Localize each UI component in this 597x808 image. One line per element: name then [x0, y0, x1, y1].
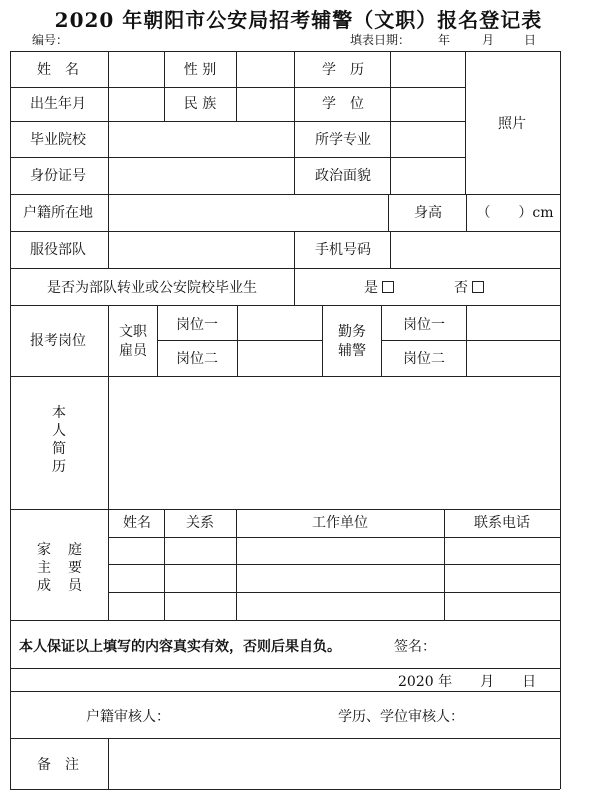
signature-label: 签名：: [394, 639, 436, 655]
transfer-question: 是否为部队转业或公安院校毕业生: [47, 280, 257, 296]
grid-line: [10, 157, 465, 158]
grid-line: [108, 231, 109, 268]
grid-line: [10, 691, 560, 692]
grid-line: [10, 51, 560, 52]
service-post2-label: 岗位二: [403, 351, 445, 367]
id-number-label: 身份证号: [30, 168, 86, 184]
photo-label: 照片: [498, 116, 526, 132]
grid-line: [390, 231, 391, 268]
household-reviewer: 户籍审核人：: [86, 709, 170, 725]
grid-line: [381, 340, 560, 341]
grid-line: [108, 564, 560, 565]
civil-staff-label-2: 雇员: [119, 343, 147, 359]
family-header-phone: 联系电话: [474, 515, 530, 531]
family-header-employer: 工作单位: [312, 515, 368, 531]
service-aux-label-2: 辅警: [338, 343, 366, 359]
grid-line: [390, 51, 391, 194]
grid-line: [322, 305, 323, 376]
height-unit: （ ）cm: [476, 205, 554, 221]
grid-line: [10, 121, 465, 122]
grid-line: [388, 194, 389, 231]
grid-line: [10, 620, 560, 621]
grid-line: [294, 268, 295, 305]
grid-line: [108, 738, 109, 789]
no-checkbox[interactable]: [472, 281, 484, 293]
grid-line: [294, 51, 295, 194]
form-title: 2020 年朝阳市公安局招考辅警（文职）报名登记表: [54, 8, 543, 32]
grid-line: [10, 51, 11, 789]
grid-line: [10, 305, 560, 306]
grid-line: [10, 231, 560, 232]
grid-line: [108, 537, 560, 538]
civil-post1-label: 岗位一: [176, 317, 218, 333]
service-post1-label: 岗位一: [403, 317, 445, 333]
grid-line: [10, 668, 560, 669]
service-aux-label-1: 勤务: [338, 324, 366, 340]
grid-line: [108, 194, 109, 231]
grid-line: [108, 376, 109, 509]
family-header-relation: 关系: [186, 515, 214, 531]
grid-line: [560, 51, 561, 789]
grid-line: [10, 376, 560, 377]
edu-reviewer: 学历、学位审核人：: [338, 709, 464, 725]
political-label: 政治面貌: [315, 168, 371, 184]
grid-line: [465, 51, 466, 194]
gender-label: 性 别: [183, 62, 217, 78]
grid-line: [10, 87, 465, 88]
grid-line: [157, 340, 322, 341]
date-month: 月: [482, 33, 495, 47]
birth-label: 出生年月: [30, 96, 86, 112]
resume-label: 本 人 简 历: [52, 405, 66, 475]
name-label: 姓 名: [37, 62, 79, 78]
grid-line: [108, 51, 109, 87]
yes-checkbox[interactable]: [382, 281, 394, 293]
grid-line: [466, 194, 467, 231]
degree-label: 学 位: [322, 96, 364, 112]
phone-label: 手机号码: [315, 242, 371, 258]
grid-line: [10, 509, 560, 510]
remarks-label: 备 注: [37, 757, 79, 773]
ethnicity-label: 民 族: [183, 96, 217, 112]
school-label: 毕业院校: [30, 132, 86, 148]
date-label: 填表日期：: [350, 33, 411, 47]
pledge-text: 本人保证以上填写的内容真实有效，否则后果自负。: [19, 639, 341, 655]
family-header-name: 姓名: [123, 515, 151, 531]
grid-line: [108, 87, 109, 194]
grid-line: [10, 194, 560, 195]
family-label-right: 庭 要 员: [68, 542, 82, 594]
yes-option[interactable]: 是: [364, 281, 394, 295]
grid-line: [164, 51, 165, 121]
household-label: 户籍所在地: [23, 205, 93, 221]
date-day: 日: [524, 33, 537, 47]
civil-post2-label: 岗位二: [176, 351, 218, 367]
date-year: 年: [438, 33, 451, 47]
grid-line: [236, 51, 237, 121]
number-label: 编号：: [32, 33, 69, 47]
grid-line: [10, 268, 560, 269]
grid-line: [294, 231, 295, 268]
sign-date: 2020 年 月 日: [398, 674, 537, 690]
grid-line: [108, 305, 109, 376]
grid-line: [10, 738, 560, 739]
grid-line: [10, 789, 560, 790]
no-option[interactable]: 否: [454, 281, 484, 295]
military-label: 服役部队: [30, 242, 86, 258]
family-label-left: 家 主 成: [37, 542, 51, 594]
civil-staff-label-1: 文职: [119, 324, 147, 340]
education-label: 学 历: [322, 62, 364, 78]
major-label: 所学专业: [315, 132, 371, 148]
height-label: 身高: [414, 205, 442, 221]
apply-position-label: 报考岗位: [30, 333, 86, 349]
grid-line: [108, 592, 560, 593]
